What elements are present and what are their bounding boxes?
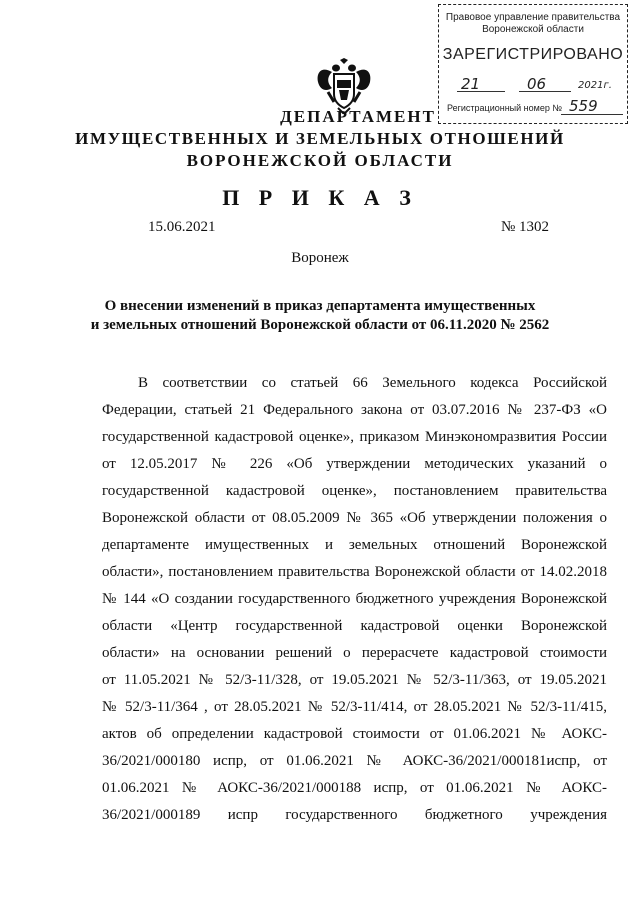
- stamp-date-year: 2021г.: [578, 80, 612, 91]
- stamp-registered-text: ЗАРЕГИСТРИРОВАНО: [442, 46, 624, 63]
- document-number: № 1302: [501, 219, 550, 235]
- body-line: № 144 «О создании государственного бюджетного учреждения Воронежской: [102, 591, 607, 607]
- department-title-line1: ДЕПАРТАМЕНТ: [280, 107, 436, 126]
- subject-line1: О внесении изменений в приказ департамента имущественных: [104, 298, 536, 314]
- body-line: департаменте имущественных и земельных отношений Воронежской: [102, 537, 607, 553]
- stamp-reg-number: 559: [569, 97, 598, 115]
- body-line: 36/2021/000180 испр, от 01.06.2021 № АОКС-36/2021/000181испр, от: [102, 753, 607, 769]
- stamp-org-line1: Правовое управление правительства: [445, 12, 621, 23]
- body-line: актов об определении кадастровой стоимости от 01.06.2021 № АОКС-: [102, 726, 607, 742]
- body-line: № 52/3-11/364 , от 28.05.2021 № 52/3-11/414, от 28.05.2021 № 52/3-11/415,: [102, 699, 607, 715]
- coat-of-arms-icon: [314, 58, 374, 114]
- stamp-date-day: 21: [461, 75, 481, 93]
- stamp-date-underline: [457, 91, 505, 92]
- body-line: от 11.05.2021 № 52/3-11/328, от 19.05.2021 № 52/3-11/363, от 19.05.2021: [102, 672, 607, 688]
- stamp-date-month: 06: [527, 75, 547, 93]
- body-line: 01.06.2021 № АОКС-36/2021/000188 испр, от 01.06.2021 № АОКС-: [102, 780, 607, 796]
- document-date: 15.06.2021: [148, 219, 216, 235]
- department-title-line3: ВОРОНЕЖСКОЙ ОБЛАСТИ: [186, 151, 454, 170]
- body-line: Федерации, статьей 21 Федерального закона от 03.07.2016 № 237-ФЗ «О: [102, 402, 607, 418]
- body-line: государственной кадастровой оценке», постановлением правительства: [102, 483, 607, 499]
- stamp-org-line2: Воронежской области: [482, 24, 584, 35]
- body-line: 36/2021/000189 испр государственного бюджетного учреждения: [102, 807, 607, 823]
- body-line: от 12.05.2017 № 226 «Об утверждении методических указаний о: [102, 456, 607, 472]
- body-line: Воронежской области от 08.05.2009 № 365 «Об утверждении положения о: [102, 510, 607, 526]
- document-city: Воронеж: [291, 250, 349, 266]
- body-line: области» на основании решений о перерасчете кадастровой стоимости: [102, 645, 607, 661]
- stamp-date-underline: [519, 91, 571, 92]
- stamp-date: [439, 75, 627, 97]
- department-title-line2: ИМУЩЕСТВЕННЫХ И ЗЕМЕЛЬНЫХ ОТНОШЕНИЙ: [75, 129, 565, 148]
- body-line: области «Центр государственной кадастровой оценки Воронежской: [102, 618, 607, 634]
- body-line: государственной кадастровой оценке», приказом Минэкономразвития России: [102, 429, 607, 445]
- body-line: В соответствии со статьей 66 Земельного кодекса Российской: [138, 375, 607, 391]
- registration-stamp: [438, 4, 628, 124]
- subject-line2: и земельных отношений Воронежской области от 06.11.2020 № 2562: [90, 317, 550, 333]
- document-subject: [0, 297, 640, 335]
- document-type-heading: П Р И К А З: [222, 185, 418, 210]
- stamp-reg-number-label: Регистрационный номер №: [447, 103, 563, 113]
- body-line: области», постановлением правительства Воронежской области от 14.02.2018: [102, 564, 607, 580]
